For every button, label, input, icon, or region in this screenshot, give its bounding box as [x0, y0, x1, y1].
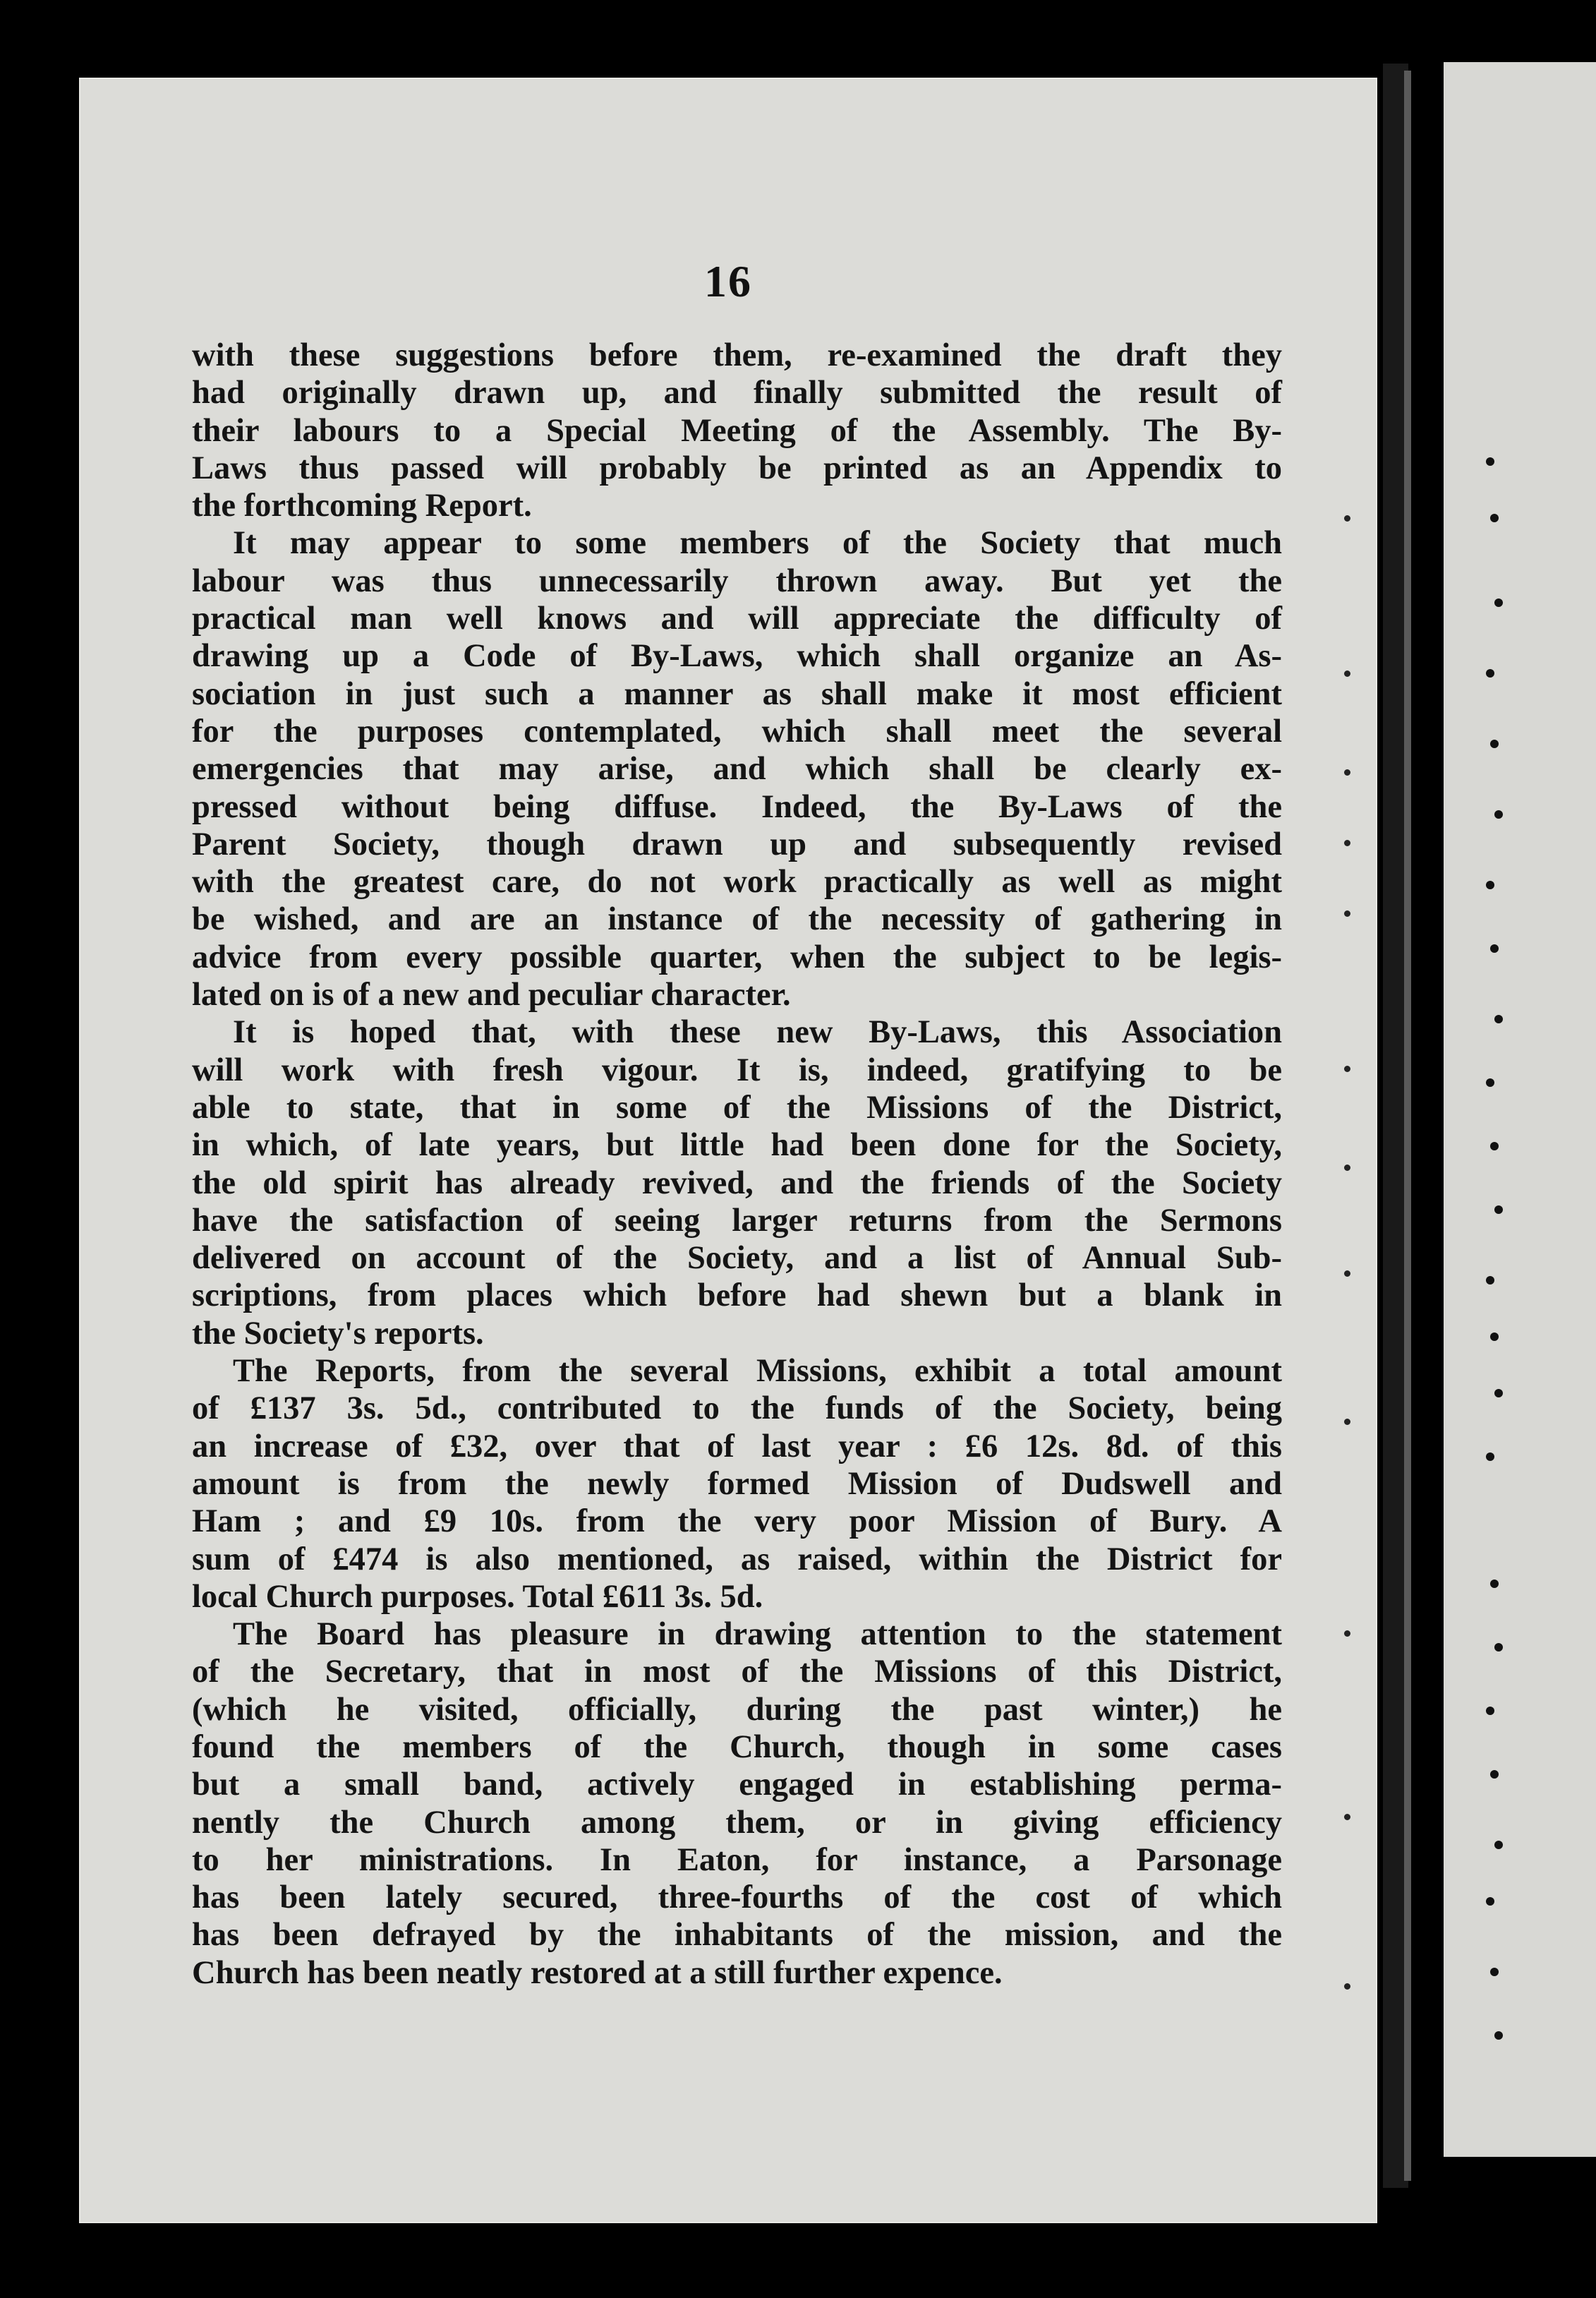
paragraph: [192, 1013, 1282, 1352]
show-through-mark: [1494, 598, 1503, 607]
text-line: able to state, that in some of the Missions of the District,: [192, 1089, 1282, 1126]
text-line: found the members of the Church, though in some cases: [192, 1728, 1282, 1765]
spine-edge: [1404, 71, 1411, 2181]
text-line: emergencies that may arise, and which shall be clearly ex-: [192, 751, 1282, 788]
text-line: of the Secretary, that in most of the Missions of this District,: [192, 1654, 1282, 1690]
text-line: drawing up a Code of By-Laws, which shall organize an As-: [192, 638, 1282, 675]
paragraph: [192, 337, 1282, 524]
paragraph: [192, 524, 1282, 1013]
text-line: the old spirit has already revived, and the friends of the Society: [192, 1165, 1282, 1201]
page-number: 16: [704, 256, 752, 306]
text-line: scriptions, from places which before had shewn but a blank in: [192, 1277, 1282, 1314]
text-line: of £137 3s. 5d., contributed to the funds of the Society, being: [192, 1390, 1282, 1427]
facing-page-edge: [1444, 62, 1596, 2157]
show-through-mark: [1494, 2031, 1503, 2040]
text-line: the forthcoming Report.: [192, 488, 532, 524]
text-line: in which, of late years, but little had been done for the Society,: [192, 1127, 1282, 1164]
text-line: nently the Church among them, or in giving efficiency: [192, 1804, 1282, 1841]
show-through-mark: [1490, 1142, 1499, 1150]
margin-speck: [1344, 1814, 1350, 1820]
margin-speck: [1344, 1419, 1350, 1425]
margin-speck: [1344, 1066, 1350, 1072]
show-through-mark: [1490, 1333, 1499, 1341]
show-through-mark: [1490, 944, 1499, 953]
text-line: amount is from the newly formed Mission of Dudswell and: [192, 1465, 1282, 1502]
show-through-mark: [1486, 1897, 1494, 1906]
margin-speck: [1344, 670, 1350, 677]
margin-speck: [1344, 1270, 1350, 1277]
margin-speck: [1344, 769, 1350, 776]
paragraph: [192, 1352, 1282, 1616]
text-line: Church has been neatly restored at a still further expence.: [192, 1954, 1003, 1991]
page-body-text: [192, 337, 1282, 1992]
text-line: advice from every possible quarter, when the subject to be legis-: [192, 939, 1282, 975]
show-through-mark: [1490, 740, 1499, 748]
show-through-mark: [1486, 669, 1494, 678]
text-line: It may appear to some members of the Society that much: [233, 525, 1282, 562]
text-line: sum of £474 is also mentioned, as raised, within the District for: [192, 1541, 1282, 1577]
text-line: will work with fresh vigour. It is, indeed, gratifying to be: [192, 1052, 1282, 1088]
margin-speck: [1344, 515, 1350, 522]
text-line: had originally drawn up, and finally submitted the result of: [192, 375, 1282, 411]
show-through-mark: [1486, 1707, 1494, 1715]
text-line: It is hoped that, with these new By-Laws, this Association: [233, 1014, 1282, 1051]
margin-speck: [1344, 1165, 1350, 1171]
text-line: Parent Society, though drawn up and subsequently revised: [192, 826, 1282, 862]
text-line: local Church purposes. Total £611 3s. 5d.: [192, 1578, 763, 1615]
text-line: sociation in just such a manner as shall make it most efficient: [192, 675, 1282, 712]
text-line: but a small band, actively engaged in establishing perma-: [192, 1767, 1282, 1803]
show-through-mark: [1494, 1643, 1503, 1652]
margin-speck: [1344, 840, 1350, 846]
text-line: be wished, and are an instance of the necessity of gathering in: [192, 901, 1282, 938]
show-through-mark: [1490, 514, 1499, 522]
text-line: has been defrayed by the inhabitants of the mission, and the: [192, 1917, 1282, 1954]
text-line: labour was thus unnecessarily thrown away. But yet the: [192, 563, 1282, 599]
margin-speck: [1344, 1983, 1350, 1990]
text-line: Laws thus passed will probably be printed as an Appendix to: [192, 450, 1282, 486]
text-line: an increase of £32, over that of last year : £6 12s. 8d. of this: [192, 1428, 1282, 1464]
text-line: have the satisfaction of seeing larger returns from the Sermons: [192, 1202, 1282, 1239]
show-through-mark: [1490, 1968, 1499, 1976]
show-through-mark: [1486, 1078, 1494, 1087]
show-through-mark: [1494, 1841, 1503, 1849]
show-through-mark: [1494, 1389, 1503, 1397]
text-line: lated on is of a new and peculiar character.: [192, 977, 791, 1013]
scanned-page: [79, 78, 1377, 2223]
text-line: with these suggestions before them, re-examined the draft they: [192, 337, 1282, 373]
text-line: The Board has pleasure in drawing attention to the statement: [233, 1616, 1282, 1653]
margin-speck: [1344, 1630, 1350, 1637]
text-line: pressed without being diffuse. Indeed, the By-Laws of the: [192, 788, 1282, 825]
text-line: to her ministrations. In Eaton, for instance, a Parsonage: [192, 1841, 1282, 1878]
margin-speck: [1344, 910, 1350, 917]
show-through-mark: [1494, 1205, 1503, 1214]
text-line: (which he visited, officially, during the past winter,) he: [192, 1691, 1282, 1728]
paragraph: [192, 1616, 1282, 1992]
text-line: with the greatest care, do not work practically as well as might: [192, 864, 1282, 901]
show-through-mark: [1486, 457, 1494, 466]
text-line: Ham ; and £9 10s. from the very poor Mission of Bury. A: [192, 1503, 1282, 1540]
text-line: their labours to a Special Meeting of the Assembly. The By-: [192, 412, 1282, 449]
text-line: for the purposes contemplated, which shall meet the several: [192, 713, 1282, 750]
text-line: has been lately secured, three-fourths of the cost of which: [192, 1879, 1282, 1916]
text-line: the Society's reports.: [192, 1315, 484, 1352]
show-through-mark: [1490, 1770, 1499, 1779]
show-through-mark: [1494, 1015, 1503, 1023]
show-through-mark: [1486, 881, 1494, 889]
text-line: delivered on account of the Society, and a list of Annual Sub-: [192, 1240, 1282, 1277]
show-through-mark: [1494, 810, 1503, 819]
show-through-mark: [1486, 1276, 1494, 1285]
text-line: The Reports, from the several Missions, exhibit a total amount: [233, 1353, 1282, 1390]
show-through-mark: [1490, 1580, 1499, 1588]
text-line: practical man well knows and will appreciate the difficulty of: [192, 601, 1282, 637]
show-through-mark: [1486, 1452, 1494, 1461]
